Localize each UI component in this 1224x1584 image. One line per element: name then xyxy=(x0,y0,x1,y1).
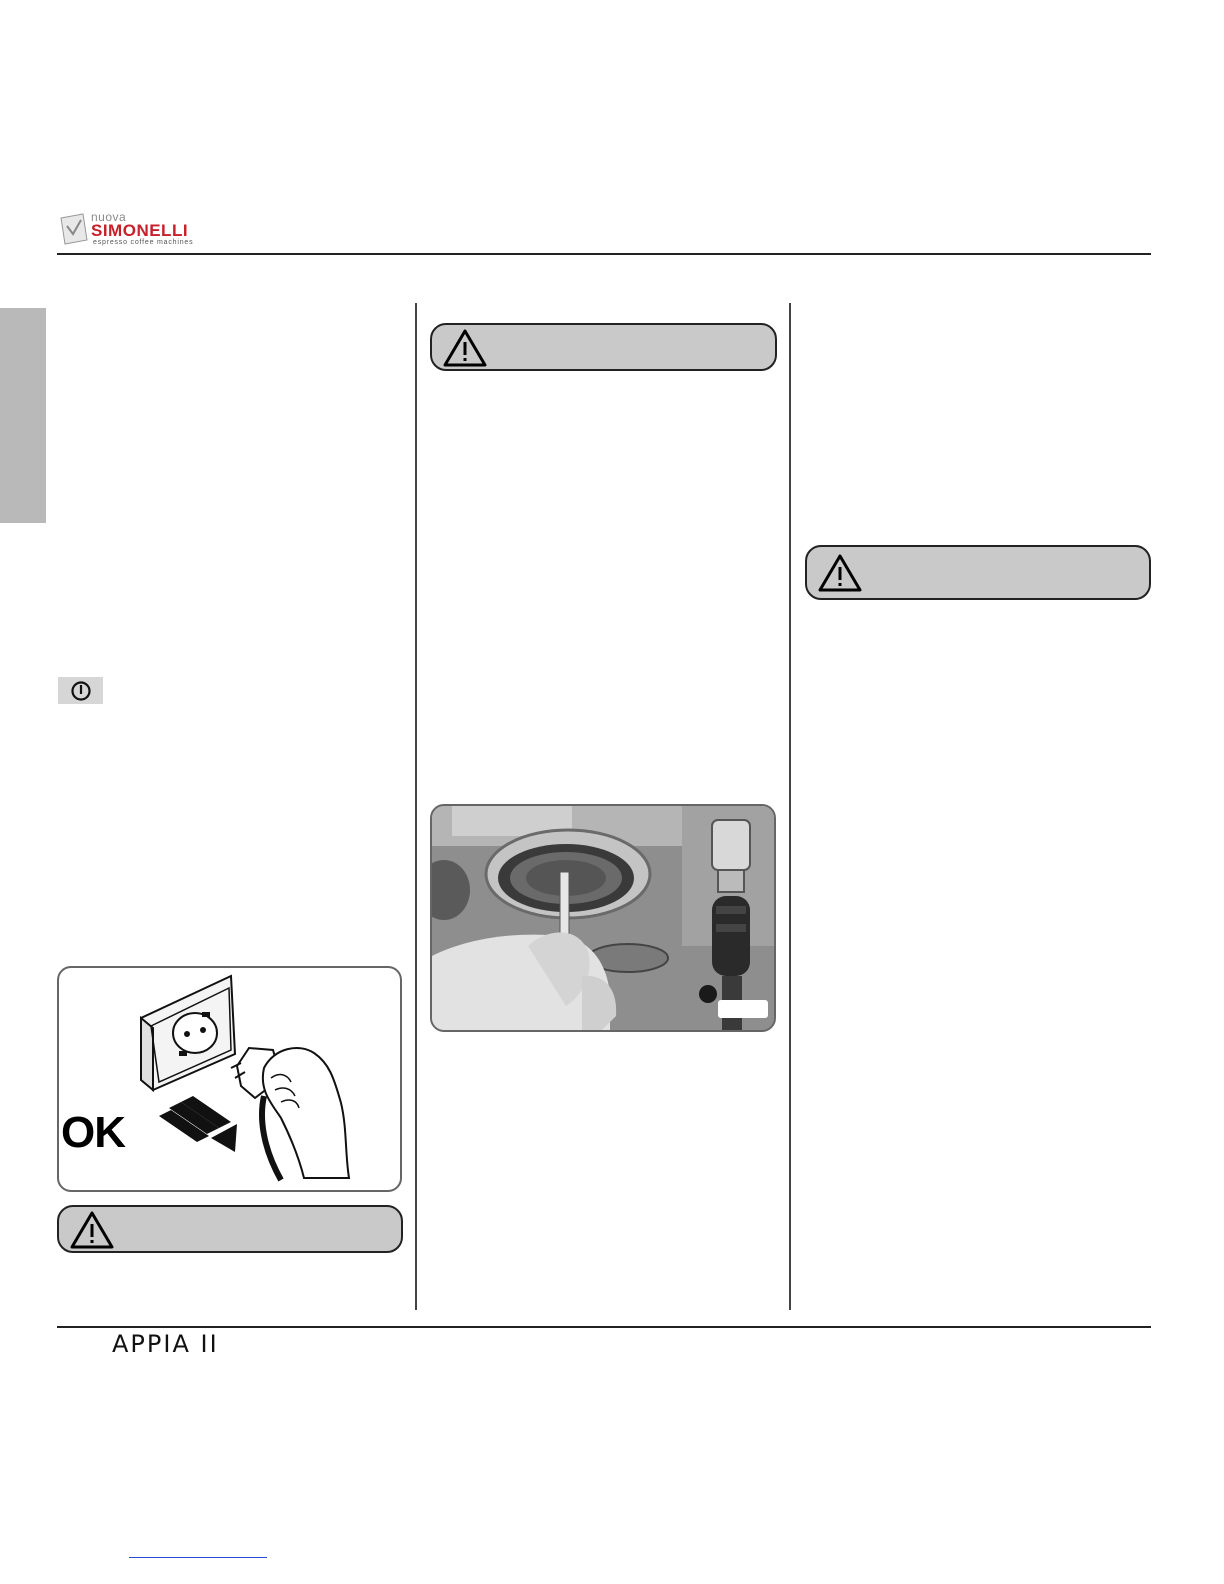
warning-box-column2 xyxy=(430,323,777,371)
footer-model-name: APPIA II xyxy=(112,1330,219,1358)
logo-brand-name: SIMONELLI xyxy=(91,221,189,240)
column-divider-right xyxy=(789,303,791,1310)
logo-mark-icon xyxy=(57,212,89,246)
power-icon xyxy=(70,680,92,702)
logo-top-word: nuova xyxy=(91,210,127,224)
brand-logo xyxy=(57,210,232,250)
footer-divider xyxy=(57,1326,1151,1328)
ok-label: OK xyxy=(61,1108,125,1157)
language-side-tab xyxy=(0,308,46,523)
warning-triangle-icon xyxy=(442,328,488,368)
power-button-symbol xyxy=(58,677,103,704)
column-divider-left xyxy=(415,303,417,1310)
warning-box-column3 xyxy=(805,545,1151,600)
group-head-photo xyxy=(430,804,776,1032)
logo-tagline: espresso coffee machines xyxy=(93,239,194,246)
warning-triangle-icon xyxy=(69,1210,115,1250)
group-head-screwdriver-image xyxy=(432,806,774,1030)
header-divider xyxy=(57,253,1151,255)
unplug-illustration xyxy=(57,966,402,1192)
warning-triangle-icon xyxy=(817,553,863,593)
warning-box-column1 xyxy=(57,1205,403,1253)
footer-link-underline xyxy=(129,1557,267,1558)
